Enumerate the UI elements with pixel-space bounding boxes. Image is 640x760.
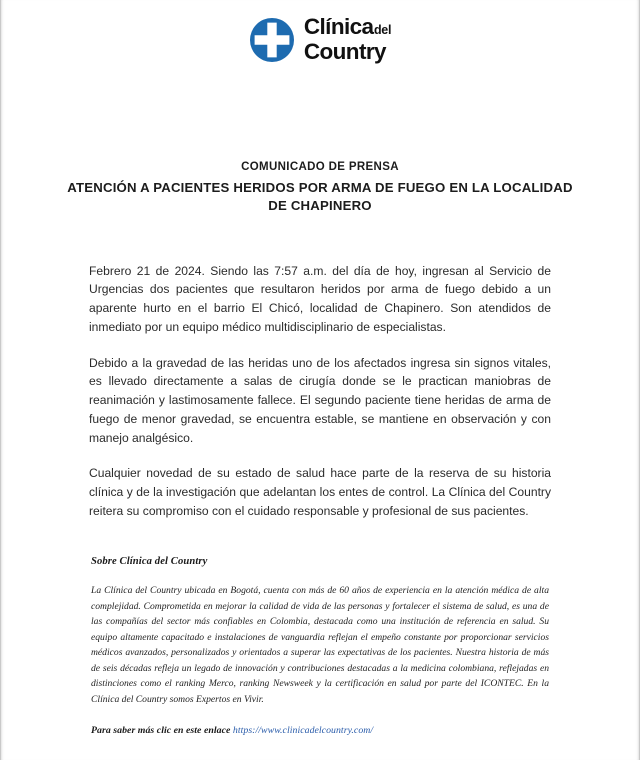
about-link-label: Para saber más clic en este enlace <box>91 725 231 737</box>
brand-name-line2: Country <box>303 38 386 64</box>
page-title: ATENCIÓN A PACIENTES HERIDOS POR ARMA DE FUEGO EN LA LOCALIDAD DE CHAPINERO <box>67 180 573 214</box>
brand-wordmark-line1 <box>304 16 391 39</box>
medical-cross-circle-icon <box>249 17 295 63</box>
about-section <box>1 556 639 736</box>
body-paragraph-1: Febrero 21 de 2024. Siendo las 7:57 a.m. del día de hoy, ingresan al Servicio de Urgencias dos pacientes que resultaron heridos por arma de fuego debido a un aparente hurto en el barrio El Chicó, localidad de Chapinero. Son atendidos de inmediato por un equipo médico multidisciplinario de especialistas. <box>89 263 551 334</box>
brand-logo <box>249 16 391 63</box>
body-paragraph-3: Cualquier novedad de su estado de salud hace parte de la reserva de su historia clínica y de la investigación que adelantan los entes de control. La Clínica del Country reitera su compromiso con el cuidado responsable y profesional de sus pacientes. <box>89 466 551 518</box>
brand-name-suffix: del <box>373 23 392 37</box>
body-content <box>1 262 639 521</box>
about-text: La Clínica del Country ubicada en Bogotá, cuenta con más de 60 años de experiencia en la atención médica de alta complejidad. Comprometida en mejorar la calidad de vida de las personas y fortalecer el sistema de salud, es una de las compañías del sector más confiables en Colombia, destacada como una institución de referencia en salud. Su equipo altamente capacitado e instalaciones de vanguardia reflejan el empeño constante por proporcionar servicios médicos avanzados, personalizados y orientados a superar las expectativas de los pacientes. Nuestra historia de más de seis décadas refleja un legado de innovación y contribuciones destacadas a la medicina colombiana, reflejadas en distinciones como el ranking Merco, ranking Newsweek y la certificación en salud por parte del ICONTEC. En la Clínica del Country somos Expertos en Vivir. <box>91 585 549 705</box>
body-paragraph-2: Debido a la gravedad de las heridas uno de los afectados ingresa sin signos vitales, es llevado directamente a salas de cirugía donde se le practican maniobras de reanimación y lastimosamente fallece. El segundo paciente tiene heridas de arma de fuego de menor gravedad, se encuentra estable, se mantiene en observación y con manejo analgésico. <box>89 355 551 445</box>
about-link-line <box>91 725 549 736</box>
about-heading: Sobre Clínica del Country <box>91 556 208 567</box>
brand-wordmark <box>304 16 391 63</box>
masthead <box>1 0 639 67</box>
brand-name-main: Clínica <box>303 14 374 39</box>
clinic-website-link[interactable]: https://www.clinicadelcountry.com/ <box>232 725 374 737</box>
press-release-kicker: COMUNICADO DE PRENSA <box>241 161 399 173</box>
headline-block <box>1 67 639 216</box>
